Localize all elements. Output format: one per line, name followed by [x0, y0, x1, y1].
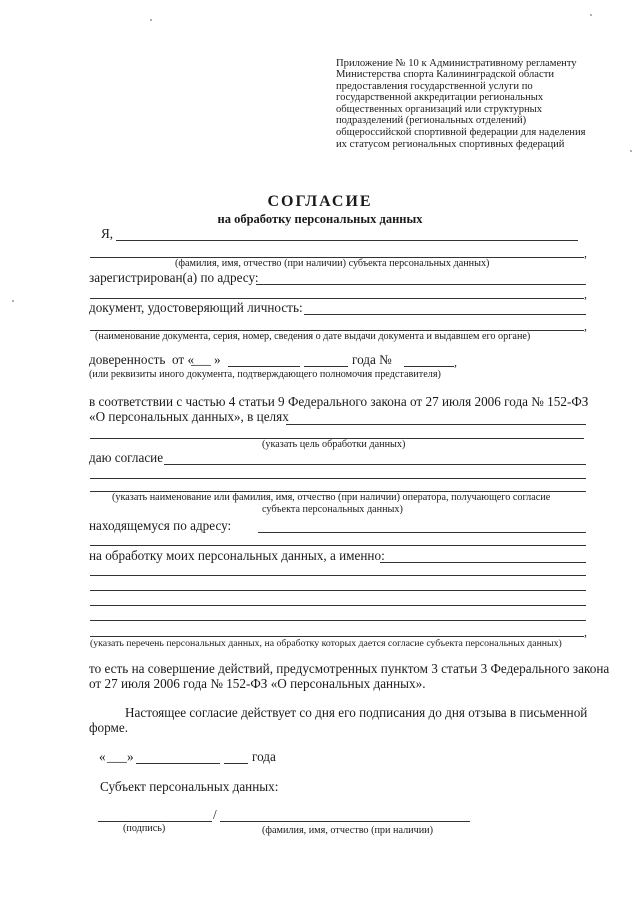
comma: , — [584, 246, 587, 260]
date-year-field[interactable] — [224, 763, 248, 764]
proxy-from: от « — [172, 352, 195, 367]
identity-doc-hint: (наименование документа, серия, номер, сведения о дате выдачи документа и выдавшем его органе) — [95, 331, 531, 342]
signature-field-line[interactable] — [98, 821, 212, 822]
signature-slash: / — [213, 807, 217, 822]
validity-line-2: форме. — [89, 720, 129, 735]
proxy-year-field[interactable] — [304, 366, 348, 367]
data-list-field-line[interactable] — [380, 562, 586, 563]
ya-label: Я, — [101, 226, 114, 241]
proxy-year-label: года № — [352, 352, 392, 367]
identity-doc-label: документ, удостоверяющий личность: — [89, 300, 303, 315]
date-month-field[interactable] — [136, 763, 220, 764]
comma: , — [454, 355, 457, 369]
data-list-hint: (указать перечень персональных данных, на обработку которых дается согласие субъекта персональных данных) — [90, 638, 562, 649]
subject-label: Субъект персональных данных: — [100, 779, 279, 794]
comma: , — [584, 625, 587, 639]
preamble-line: предоставления государственной услуги по — [336, 81, 533, 92]
comma: , — [584, 319, 587, 333]
preamble-line: Приложение № 10 к Административному регламенту — [336, 58, 577, 69]
law-basis-line-2: «О персональных данных», в целях — [89, 409, 289, 424]
data-list-field-line-6[interactable] — [90, 636, 584, 637]
operator-hint-1: (указать наименование или фамилия, имя, отчество (при наличии) оператора, получающего согласие — [112, 492, 551, 503]
fio-field-line[interactable] — [116, 240, 578, 241]
data-list-field-line-3[interactable] — [90, 590, 586, 591]
operator-hint-2: субъекта персональных данных) — [262, 504, 403, 515]
preamble-line: Министерства спорта Калининградской области — [336, 69, 554, 80]
fio-hint: (фамилия, имя, отчество (при наличии) субъекта персональных данных) — [175, 258, 490, 269]
address-field-line-2[interactable] — [90, 298, 584, 299]
signature-fio-hint: (фамилия, имя, отчество (при наличии) — [262, 825, 434, 836]
document-title: СОГЛАСИЕ — [267, 193, 373, 210]
validity-line-1: Настоящее согласие действует со дня его подписания до дня отзыва в письменной — [125, 705, 588, 720]
scan-speck — [12, 300, 14, 302]
actions-line-2: от 27 июля 2006 года № 152-ФЗ «О персональных данных». — [89, 676, 426, 691]
operator-field-line[interactable] — [164, 464, 586, 465]
operator-address-field-line-2[interactable] — [90, 545, 586, 546]
proxy-label: доверенность — [89, 352, 166, 367]
scan-speck — [630, 150, 632, 152]
preamble-line: их статусом региональных спортивных федераций — [336, 139, 565, 150]
proxy-hint: (или реквизиты иного документа, подтверждающего полномочия представителя) — [89, 369, 441, 380]
purpose-hint: (указать цель обработки данных) — [262, 439, 406, 450]
preamble-line: общероссийской спортивной федерации для наделения — [336, 127, 586, 138]
data-list-field-line-2[interactable] — [90, 575, 586, 576]
signature-fio-field-line[interactable] — [220, 821, 470, 822]
date-year-label: года — [252, 749, 276, 764]
identity-doc-field-line[interactable] — [304, 314, 586, 315]
preamble-line: государственной аккредитации региональных — [336, 92, 544, 103]
signature-hint: (подпись) — [123, 823, 166, 834]
registered-label: зарегистрирован(а) по адресу: — [89, 270, 259, 285]
proxy-day-field[interactable]: ___ — [191, 352, 211, 367]
data-list-field-line-4[interactable] — [90, 605, 586, 606]
give-consent-label: даю согласие — [89, 450, 164, 465]
proxy-number-field[interactable] — [404, 366, 454, 367]
operator-address-field-line[interactable] — [258, 532, 586, 533]
date-day-field[interactable]: ___ — [107, 749, 127, 764]
processing-label: на обработку моих персональных данных, а именно: — [89, 548, 385, 563]
address-field-line[interactable] — [256, 284, 586, 285]
proxy-day-close: » — [214, 352, 221, 367]
operator-field-line-2[interactable] — [90, 478, 586, 479]
document-subtitle: на обработку персональных данных — [217, 212, 423, 226]
comma: , — [584, 287, 587, 301]
preamble-line: общественных организаций или структурных — [336, 104, 543, 115]
scan-speck — [590, 14, 592, 16]
located-label: находящемуся по адресу: — [89, 518, 232, 533]
preamble-line: подразделений (региональных отделений) — [336, 115, 527, 126]
proxy-month-field[interactable] — [228, 366, 300, 367]
date-close-quote: » — [127, 749, 134, 764]
law-basis-line-1: в соответствии с частью 4 статьи 9 Федерального закона от 27 июля 2006 года № 152-ФЗ — [89, 394, 589, 409]
scan-speck — [150, 19, 152, 21]
actions-line-1: то есть на совершение действий, предусмотренных пунктом 3 статьи 3 Федерального закона — [89, 661, 610, 676]
date-open-quote: « — [99, 749, 106, 764]
purpose-field-line[interactable] — [286, 424, 586, 425]
data-list-field-line-5[interactable] — [90, 620, 586, 621]
